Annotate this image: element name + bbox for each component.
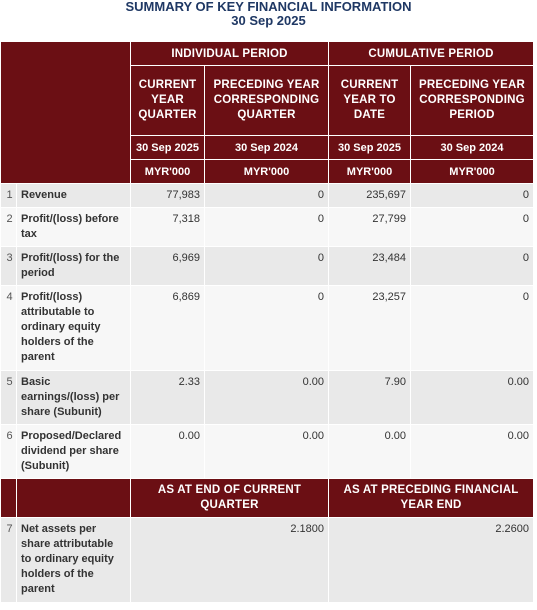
table-row — [1, 425, 534, 479]
row-label: Revenue — [17, 184, 131, 208]
row-value: 77,983 — [131, 184, 205, 208]
row-value: 0.00 — [329, 425, 411, 479]
row-value: 235,697 — [329, 184, 411, 208]
row-number: 1 — [1, 184, 17, 208]
table-row — [1, 247, 534, 286]
row-label: Basic earnings/(loss) per share (Subunit) — [17, 371, 131, 425]
header-date-preceding-q: 30 Sep 2024 — [205, 136, 329, 160]
row-value: 2.2600 — [329, 518, 534, 603]
row-value: 0 — [205, 208, 329, 247]
table-row — [1, 208, 534, 247]
row-label: Net assets per share attributable to ordinary equity holders of the parent — [17, 518, 131, 603]
row-value: 0 — [205, 184, 329, 208]
table-row — [1, 184, 534, 208]
header-current-year-quarter: CURRENT YEAR QUARTER — [131, 66, 205, 136]
row-value: 7,318 — [131, 208, 205, 247]
row-value: 0.00 — [411, 425, 534, 479]
row-label: Proposed/Declared dividend per share (Subunit) — [17, 425, 131, 479]
row-number: 2 — [1, 208, 17, 247]
row-value: 0.00 — [131, 425, 205, 479]
header-date-current-ytd: 30 Sep 2025 — [329, 136, 411, 160]
row-value: 0 — [411, 286, 534, 371]
row-label: Profit/(loss) before tax — [17, 208, 131, 247]
row-value: 0.00 — [205, 371, 329, 425]
header-corner — [1, 42, 131, 184]
row-value: 0.00 — [411, 371, 534, 425]
row-value: 6,869 — [131, 286, 205, 371]
table-row — [1, 371, 534, 425]
row-value: 27,799 — [329, 208, 411, 247]
row-value: 6,969 — [131, 247, 205, 286]
row-value: 0 — [411, 247, 534, 286]
row-value: 0 — [205, 286, 329, 371]
header-as-at-current: AS AT END OF CURRENT QUARTER — [131, 479, 329, 518]
row-value: 0.00 — [205, 425, 329, 479]
row-label: Profit/(loss) for the period — [17, 247, 131, 286]
row-value: 23,484 — [329, 247, 411, 286]
row-value: 2.1800 — [131, 518, 329, 603]
page-date: 30 Sep 2025 — [231, 13, 306, 28]
row-value: 7.90 — [329, 371, 411, 425]
financial-summary-table — [0, 41, 534, 603]
header-date-current-q: 30 Sep 2025 — [131, 136, 205, 160]
row-value: 0 — [205, 247, 329, 286]
row-number: 5 — [1, 371, 17, 425]
row-value: 23,257 — [329, 286, 411, 371]
header-individual-period: INDIVIDUAL PERIOD — [131, 42, 329, 66]
header-unit-4: MYR'000 — [411, 160, 534, 184]
row-value: 2.33 — [131, 371, 205, 425]
row-number: 7 — [1, 518, 17, 603]
table-row — [1, 518, 534, 603]
as-at-label-cell — [17, 479, 131, 518]
header-unit-1: MYR'000 — [131, 160, 205, 184]
row-number: 6 — [1, 425, 17, 479]
header-unit-2: MYR'000 — [205, 160, 329, 184]
header-current-year-to-date: CURRENT YEAR TO DATE — [329, 66, 411, 136]
header-preceding-year-period: PRECEDING YEAR CORRESPONDING PERIOD — [411, 66, 534, 136]
as-at-corner — [1, 479, 17, 518]
header-unit-3: MYR'000 — [329, 160, 411, 184]
table-row — [1, 286, 534, 371]
row-value: 0 — [411, 184, 534, 208]
page-title: SUMMARY OF KEY FINANCIAL INFORMATION — [125, 0, 412, 14]
row-label: Profit/(loss) attributable to ordinary equity holders of the parent — [17, 286, 131, 371]
row-number: 4 — [1, 286, 17, 371]
header-date-preceding-ytd: 30 Sep 2024 — [411, 136, 534, 160]
row-value: 0 — [411, 208, 534, 247]
header-preceding-year-quarter: PRECEDING YEAR CORRESPONDING QUARTER — [205, 66, 329, 136]
row-number: 3 — [1, 247, 17, 286]
header-cumulative-period: CUMULATIVE PERIOD — [329, 42, 534, 66]
header-as-at-preceding: AS AT PRECEDING FINANCIAL YEAR END — [329, 479, 534, 518]
